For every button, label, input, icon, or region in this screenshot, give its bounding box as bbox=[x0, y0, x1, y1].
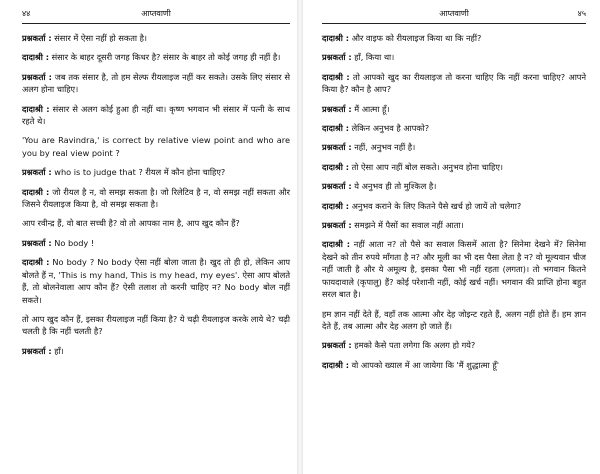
right-page bbox=[304, 0, 600, 474]
left-page-header bbox=[22, 5, 290, 24]
speaker-label: दादाश्री : bbox=[22, 52, 49, 63]
paragraph-text: हाँ। bbox=[51, 345, 64, 356]
speaker-label: प्रश्नकर्ता : bbox=[322, 181, 352, 192]
paragraph bbox=[22, 51, 290, 63]
paragraph bbox=[22, 256, 290, 306]
paragraph bbox=[322, 122, 586, 134]
paragraph-text: संसार में ऐसा नहीं हो सकता है। bbox=[51, 33, 148, 43]
paragraph bbox=[322, 219, 586, 231]
speaker-label: प्रश्नकर्ता : bbox=[322, 142, 352, 153]
left-running-title: आप्तवाणी bbox=[141, 9, 171, 18]
paragraph-text: ये अनुभव ही तो मुश्किल है। bbox=[351, 181, 437, 192]
speaker-label: दादाश्री : bbox=[322, 200, 349, 211]
paragraph bbox=[322, 103, 586, 115]
paragraph bbox=[22, 186, 290, 211]
paragraph-text: और वाइफ को रीयलाइज किया था कि नहीं? bbox=[348, 33, 482, 43]
paragraph bbox=[22, 166, 290, 178]
paragraph-text: who is to judge that ? रीयल में कौन होना चाहिए? bbox=[51, 167, 226, 178]
paragraph-text: लेकिन अनुभव है आपको? bbox=[348, 123, 430, 134]
paragraph bbox=[322, 32, 586, 44]
left-page bbox=[0, 0, 296, 474]
speaker-label: प्रश्नकर्ता : bbox=[22, 33, 52, 43]
speaker-label: दादाश्री : bbox=[322, 359, 349, 370]
paragraph-text: जो रीयल है न, वो समझ सकता है। जो रिलेटिव है न, वो समझ नहीं सकता और जिसने रीयलाइज किया है, वो समझ सकता है। bbox=[22, 186, 290, 210]
paragraph bbox=[22, 237, 290, 249]
left-page-number: ४४ bbox=[22, 9, 31, 18]
speaker-label: दादाश्री : bbox=[22, 257, 50, 268]
paragraph-text: संसार से अलग कोई हुआ ही नहीं था। कृष्ण भगवान भी संसार में पत्नी के साथ रहते थे। bbox=[22, 103, 290, 127]
speaker-label: प्रश्नकर्ता : bbox=[22, 167, 52, 178]
paragraph-text: No body ? No body ऐसा नहीं बोला जाता है। खुद तो ही हो, लेकिन आप बोलते हैं न, 'This is my hand, This is my head, my eyes'. ऐसा आप बोलते हैं, तो बोलनेवाला आप कौन हैं? ऐसी तलाश तो करनी चाहिए न? No body बोल नहीं सकते। bbox=[22, 257, 290, 305]
speaker-label: दादाश्री : bbox=[322, 123, 349, 134]
speaker-label: दादाश्री : bbox=[322, 239, 351, 250]
paragraph-text: तो आपको खुद का रीयलाइज तो करना चाहिए कि नहीं करना चाहिए? आपने किया है? कौन है आप? bbox=[322, 71, 587, 95]
speaker-label: प्रश्नकर्ता : bbox=[22, 237, 52, 248]
speaker-label: दादाश्री : bbox=[322, 71, 350, 82]
speaker-label: प्रश्नकर्ता : bbox=[322, 340, 352, 351]
right-running-title: आप्तवाणी bbox=[439, 9, 469, 18]
left-page-body bbox=[22, 32, 290, 357]
speaker-label: प्रश्नकर्ता : bbox=[322, 220, 352, 231]
paragraph bbox=[322, 308, 586, 333]
paragraph-text: No body ! bbox=[51, 237, 95, 248]
paragraph-text: 'You are Ravindra,' is correct by relative view point and who are you by real view point ? bbox=[22, 135, 290, 158]
speaker-label: दादाश्री : bbox=[22, 186, 50, 197]
speaker-label: दादाश्री : bbox=[322, 33, 349, 43]
paragraph-text: आप रवीन्द्र हैं, वो बात सच्ची है? वो तो आपका नाम है, आप खुद कौन हैं? bbox=[22, 218, 240, 229]
paragraph bbox=[322, 359, 586, 371]
paragraph-text: मैं आत्मा हूँ। bbox=[351, 103, 390, 114]
paragraph bbox=[22, 32, 290, 44]
paragraph bbox=[22, 313, 290, 338]
speaker-label: प्रश्नकर्ता : bbox=[322, 103, 352, 114]
speaker-label: प्रश्नकर्ता : bbox=[322, 52, 352, 63]
paragraph-text: नहीं, अनुभव नहीं है। bbox=[351, 142, 416, 153]
paragraph-text: नहीं आता न? तो पैसे का सवाल किसमें आता है? सिनेमा देखने में? सिनेमा देखने को तीन रुपये माँगता है न? और मूली का भी दस पैसा लेता है न? वो मूल्यवान चीज नहीं जाती है और ये अमूल्य है, इसका पैसा भी नहीं रहता (लगता)। तो भगवान कितने फायदावाले (कृपालु) हैं? कोई परेशानी नहीं, कोई खर्च नहीं। भगवान की प्राप्ति होना बहुत सरल बात है। bbox=[322, 239, 586, 300]
book-gutter bbox=[297, 0, 303, 474]
paragraph bbox=[22, 134, 290, 159]
paragraph-text: जब तक संसार है, तो हम सेल्फ रीयलाइज नहीं कर सकते। उसके लिए संसार से अलग होना चाहिए। bbox=[22, 71, 291, 95]
paragraph-text: अनुभव कराने के लिए कितने पैसे खर्च हो जायें तो चलेगा? bbox=[348, 200, 522, 211]
paragraph bbox=[322, 51, 586, 63]
paragraph-text: हाँ, किया था। bbox=[351, 52, 395, 63]
paragraph bbox=[322, 238, 586, 300]
paragraph bbox=[322, 71, 586, 96]
right-page-body bbox=[322, 32, 586, 371]
speaker-label: दादाश्री : bbox=[322, 161, 349, 172]
paragraph-text: समझने में पैसों का सवाल नहीं आता। bbox=[351, 220, 464, 231]
paragraph bbox=[22, 345, 290, 357]
right-page-header bbox=[322, 5, 586, 24]
paragraph-text: तो ऐसा आप नहीं बोल सकते। अनुभव होना चाहिए। bbox=[348, 161, 504, 172]
paragraph bbox=[322, 161, 586, 173]
paragraph-text: हम ज्ञान नहीं देते हैं, वहाँ तक आत्मा और देह जोइन्ट रहते हैं, अलग नहीं होते हैं। हम ज्ञान देते हैं, तब आत्मा और देह अलग हो जाते हैं। bbox=[322, 308, 586, 331]
paragraph bbox=[22, 103, 290, 128]
paragraph-text: हमको कैसे पता लगेगा कि अलग हो गये? bbox=[351, 340, 476, 351]
paragraph bbox=[322, 339, 586, 351]
paragraph bbox=[22, 71, 290, 96]
paragraph bbox=[322, 180, 586, 192]
speaker-label: दादाश्री : bbox=[22, 103, 50, 114]
speaker-label: प्रश्नकर्ता : bbox=[22, 345, 52, 356]
paragraph-text: तो आप खुद कौन हैं, इसका रीयलाइज नहीं किया है? ये चढ़ी रीयलाइज करके लाये थे? चढ़ी चलती है कि नहीं चलती है? bbox=[22, 313, 290, 337]
speaker-label: प्रश्नकर्ता : bbox=[22, 71, 52, 82]
paragraph bbox=[322, 200, 586, 212]
paragraph bbox=[22, 217, 290, 229]
right-page-number: ४५ bbox=[577, 9, 586, 18]
paragraph-text: वो आपको ख्याल में आ जायेगा कि 'मैं शुद्धात्मा हूँ' bbox=[348, 359, 499, 370]
paragraph bbox=[322, 141, 586, 153]
paragraph-text: संसार के बाहर दूसरी जगह किधर है? संसार के बाहर तो कोई जगह ही नहीं है। bbox=[48, 52, 281, 63]
